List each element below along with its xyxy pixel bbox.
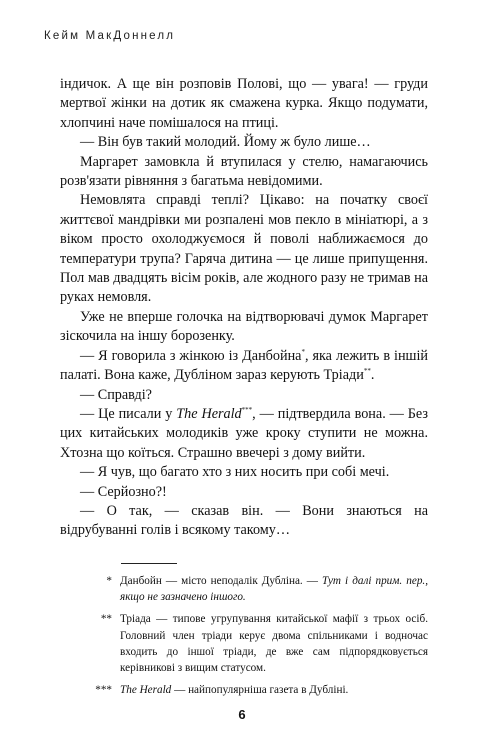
paragraph-italic: The Herald [176, 405, 242, 422]
footnote-mark: *** [95, 684, 112, 697]
footnote-text: — найпопулярніша газета в Дубліні. [171, 684, 349, 697]
page-number: 6 [238, 707, 246, 722]
footnote-reference: ** [363, 367, 371, 376]
paragraph-text: — Він був такий молодий. Йому ж було лише… [80, 134, 371, 151]
footnote-reference: * [301, 347, 305, 356]
footnote-italic: The Herald [120, 684, 172, 697]
paragraph-text: — Серйозно?! [80, 483, 167, 500]
footnotes [60, 573, 428, 704]
paragraph [60, 386, 428, 405]
paragraph [60, 153, 428, 192]
paragraph-text: індичок. А ще він розповів Полові, що — увага! — груди мертвої жінки на дотик як смажена курка. Якщо подумати, хлопчині наче помішалося на птиці. [60, 76, 428, 131]
footnote-mark: * [106, 575, 112, 587]
paragraph-text: — Справді? [80, 386, 152, 403]
footnote [60, 573, 428, 605]
paragraph [60, 405, 428, 463]
paragraph-text: , — підтвердила вона. — Без цих китайських молодиків уже кроку ступити не можна. Хтозна що коїться. Страшно ввечері з дому вийти. [60, 405, 428, 461]
paragraph-text: Маргарет замовкла й втупилася у стелю, намагаючись розв'язати рівняння з багатьма невідомими. [60, 153, 428, 190]
paragraph [60, 502, 428, 541]
footnote-divider [121, 563, 177, 564]
paragraph-text: — Це писали у [80, 405, 177, 422]
body-text [60, 75, 428, 541]
paragraph-text: Немовлята справді теплі? Цікаво: на початку своєї життєвої мандрівки ми розпалені мов пекло в мініатюрі, а з віком просто охолоджуємося й поволі наближаємося до температури трупа? Гаряча дитина — це лише припущення. Пол мав двадцять вісім років, але жодного разу не тримав на руках немовля. [60, 192, 428, 306]
footnote-mark: ** [100, 613, 112, 626]
paragraph [60, 463, 428, 482]
paragraph-text: — Я говорила з жінкою із Данбойна [80, 347, 302, 364]
paragraph [60, 133, 428, 152]
paragraph [60, 308, 428, 347]
footnote-reference: *** [241, 405, 253, 414]
paragraph-text: — Я чув, що багато хто з них носить при собі мечі. [80, 464, 390, 481]
paragraph-text: Уже не вперше голочка на відтворювачі думок Маргарет зіскочила на іншу борозенку. [60, 308, 428, 345]
footnote-italic: Тут і далі прим. пер., якщо не зазначено іншого. [120, 575, 429, 604]
footnote-text: Данбойн — місто неподалік Дубліна. — [120, 575, 323, 587]
running-head: Кейм МакДоннелл [44, 30, 176, 42]
footnote [60, 611, 428, 676]
paragraph [60, 347, 428, 386]
paragraph-text: . [370, 367, 375, 384]
paragraph [60, 75, 428, 133]
paragraph [60, 191, 428, 307]
paragraph-text: , яка лежить в іншій палаті. Вона каже, Дубліном зараз керують Тріади [60, 347, 429, 384]
footnote-text: Тріада — типове угрупування китайської мафії з трьох осіб. Головний член тріади керує двома спільниками і водночас входить до іншої тріади, де вже сам підпорядковується керівникові з вищим статусом. [120, 613, 428, 675]
footnote [60, 682, 428, 698]
paragraph-text: — О так, — сказав він. — Вони знаються на відрубуванні голів і всякому такому… [60, 502, 428, 539]
paragraph [60, 483, 428, 502]
